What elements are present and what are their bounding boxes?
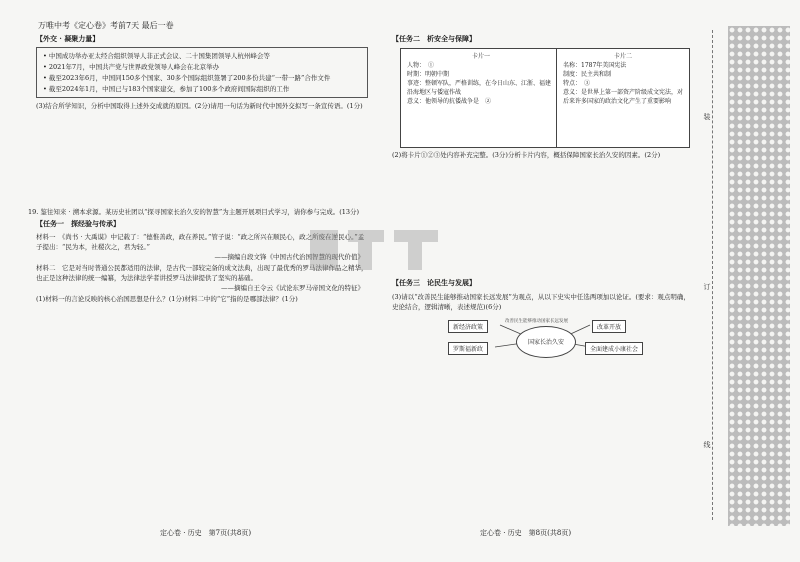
flow-item-xiaokang: 全面建成小康社会 <box>585 342 643 355</box>
question-2-right: (2)将卡片①②③处内容补充完整。(3分)分析卡片内容，概括保障国家长治久安的因素。(2分) <box>392 151 661 159</box>
question-3-right: (3)请以“改善民生能够推动国家长远发展”为观点，从以下史实中任选两项加以论证。(要求：观点明确，史论结合，逻辑清晰，表述规范)(6分) <box>392 293 690 311</box>
flow-center-node <box>516 326 576 358</box>
question-1: (1)材料一的言论反映的核心治国思想是什么？(1分)材料二中的“它”指的是哪部法律？(1分) <box>36 295 298 303</box>
page-header: 万唯中考《定心卷》考前7天 最后一卷 <box>38 21 174 30</box>
card-1-line: 人物： ① <box>407 62 435 69</box>
card-2-line: 名称：1787年美国宪法 <box>563 62 627 69</box>
binding-label: 装 <box>703 113 711 121</box>
bullet-item: • 中国成功举办亚太经合组织领导人非正式会议、二十国集团领导人杭州峰会等 <box>43 52 270 60</box>
material-1-source: ——摘编自段文锋《中国古代治国智慧的现代价值》 <box>214 253 364 261</box>
card-2-line: 制度：民主共和制 <box>563 71 612 78</box>
card-1-line: 事迹：整顿军队，严格训练，在今日山东、江浙、福建沿海地区与倭寇作战 <box>407 80 552 96</box>
binding-label: 订 <box>703 283 711 291</box>
flow-item-nep: 新经济政策 <box>448 320 488 333</box>
task3-title: 【任务三 论民生与发展】 <box>392 278 476 287</box>
material-1: 材料一 《尚书 · 大禹谟》中记载了：“德惟善政，政在养民。”管子说：“政之所兴在顺民心，政之所废在逆民心。”孟子提出：“民为本，社稷次之，君为轻。” <box>36 233 365 251</box>
flow-center-label: 国家长治久安 <box>527 338 564 346</box>
flow-item-reform: 改革开放 <box>592 320 626 333</box>
material-2: 材料二 它是对当时普通公民都适用的法律，是古代一部较完备的成文法典，出现了最优秀的罗马法律作品之精华，也正是这种法律的统一编纂，为法律法学者讲授罗马法律提供了坚实的基础。 <box>36 264 368 282</box>
task1-title: 【任务一 探经验与传承】 <box>36 219 120 228</box>
binding-label: 线 <box>703 441 711 449</box>
card-2-line: 意义：是世界上第一部资产阶级成文宪法，对后来许多国家的政治文化产生了重要影响 <box>563 89 684 105</box>
card-1-line: 时期：明朝中期 <box>407 71 450 78</box>
right-column <box>392 32 692 47</box>
card-2-title: 卡片二 <box>613 53 632 60</box>
material-2-source: ——摘编自王令云《试论东罗马帝国文化的特征》 <box>221 284 364 292</box>
flow-arrow-note: 改善民生能够推动国家长远发展 <box>505 319 568 324</box>
task2-title: 【任务二 析安全与保障】 <box>392 34 476 43</box>
card-2-line: 特点： ③ <box>563 80 591 87</box>
footer-left: 定心卷 · 历史 第7页(共8页) <box>160 529 252 537</box>
diplomacy-box <box>36 47 368 98</box>
card-2 <box>556 48 690 148</box>
card-1 <box>400 48 562 148</box>
bullet-item: • 截至2024年1月，中国已与183个国家建交，参加了100多个政府间国际组织的工作 <box>43 85 290 93</box>
card-1-line: 意义：他领导的抗倭战争是 ② <box>407 98 492 105</box>
bullet-item: • 截至2023年6月，中国同150多个国家、30多个国际组织签署了200多份共建“一带一路”合作文件 <box>43 74 331 82</box>
flow-item-new-deal: 罗斯福新政 <box>448 342 488 355</box>
card-1-title: 卡片一 <box>471 53 490 60</box>
binding-strip <box>728 26 790 526</box>
question-3-left: (3)结合所学知识，分析中国取得上述外交成就的原因。(2分)请用一句话为新时代中国外交拟写一条宣传语。(1分) <box>36 102 363 110</box>
watermark-icon <box>300 220 450 280</box>
footer-right: 定心卷 · 历史 第8页(共8页) <box>480 529 572 537</box>
section-diplomacy-title: 【外交 · 凝聚力量】 <box>36 34 100 43</box>
bullet-item: • 2021年7月，中国共产党与世界政党领导人峰会在北京举办 <box>43 63 220 71</box>
question-19-intro: 19. 鉴往知来 · 溯本求源。某历史社团以“探寻国家长治久安的智慧”为主题开展项目式学习，请你参与完成。(13分) <box>28 208 360 216</box>
